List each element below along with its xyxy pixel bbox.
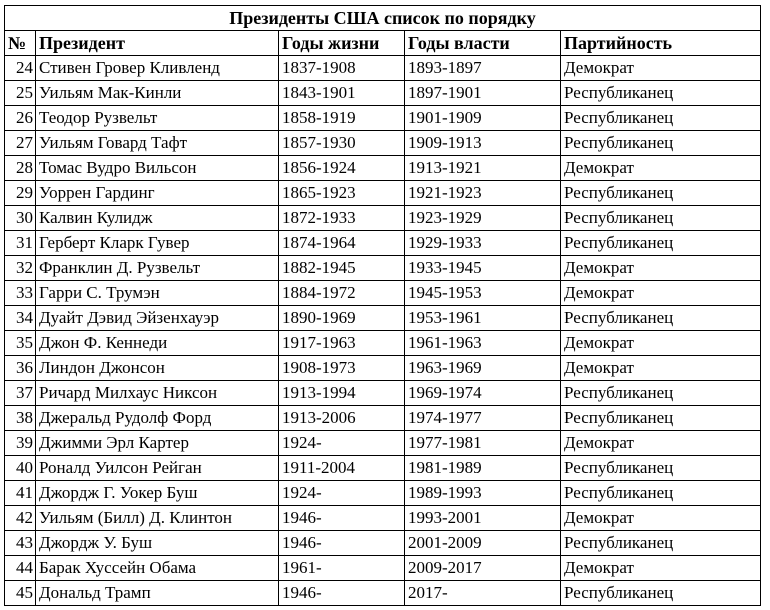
table-row: [5, 356, 761, 381]
cell-president-name[interactable]: Дональд Трамп: [36, 581, 279, 606]
table-row: [5, 181, 761, 206]
cell-life-years[interactable]: 1890-1969: [279, 306, 405, 331]
cell-president-name[interactable]: Уоррен Гардинг: [36, 181, 279, 206]
cell-party[interactable]: Демократ: [561, 556, 761, 581]
cell-life-years[interactable]: 1857-1930: [279, 131, 405, 156]
cell-rule-years[interactable]: 1923-1929: [405, 206, 561, 231]
cell-life-years[interactable]: 1837-1908: [279, 56, 405, 81]
cell-party[interactable]: Республиканец: [561, 456, 761, 481]
table-row: [5, 56, 761, 81]
table-row: [5, 306, 761, 331]
cell-party[interactable]: Демократ: [561, 356, 761, 381]
cell-party[interactable]: Республиканец: [561, 531, 761, 556]
cell-rule-years[interactable]: 2009-2017: [405, 556, 561, 581]
cell-number[interactable]: 36: [5, 356, 36, 381]
cell-life-years[interactable]: 1884-1972: [279, 281, 405, 306]
cell-life-years[interactable]: 1913-1994: [279, 381, 405, 406]
cell-number[interactable]: 25: [5, 81, 36, 106]
cell-number[interactable]: 39: [5, 431, 36, 456]
table-row: [5, 131, 761, 156]
cell-number[interactable]: 27: [5, 131, 36, 156]
cell-number[interactable]: 38: [5, 406, 36, 431]
table-row: [5, 581, 761, 606]
cell-rule-years[interactable]: 1933-1945: [405, 256, 561, 281]
cell-party[interactable]: Демократ: [561, 256, 761, 281]
cell-life-years[interactable]: 1961-: [279, 556, 405, 581]
cell-number[interactable]: 26: [5, 106, 36, 131]
cell-rule-years[interactable]: 1969-1974: [405, 381, 561, 406]
cell-president-name[interactable]: Уильям Говард Тафт: [36, 131, 279, 156]
cell-president-name[interactable]: Калвин Кулидж: [36, 206, 279, 231]
cell-life-years[interactable]: 1856-1924: [279, 156, 405, 181]
cell-life-years[interactable]: 1858-1919: [279, 106, 405, 131]
cell-rule-years[interactable]: 1945-1953: [405, 281, 561, 306]
cell-party[interactable]: Демократ: [561, 281, 761, 306]
cell-party[interactable]: Демократ: [561, 431, 761, 456]
cell-rule-years[interactable]: 1901-1909: [405, 106, 561, 131]
cell-rule-years[interactable]: 1977-1981: [405, 431, 561, 456]
cell-number[interactable]: 33: [5, 281, 36, 306]
cell-number[interactable]: 34: [5, 306, 36, 331]
cell-life-years[interactable]: 1908-1973: [279, 356, 405, 381]
cell-president-name[interactable]: Ричард Милхаус Никсон: [36, 381, 279, 406]
cell-number[interactable]: 43: [5, 531, 36, 556]
cell-party[interactable]: Демократ: [561, 156, 761, 181]
header-president[interactable]: Президент: [36, 31, 279, 56]
table-body: [5, 56, 761, 606]
table-row: [5, 506, 761, 531]
cell-life-years[interactable]: 1924-: [279, 481, 405, 506]
cell-number[interactable]: 28: [5, 156, 36, 181]
cell-rule-years[interactable]: 2001-2009: [405, 531, 561, 556]
cell-president-name[interactable]: Гарри С. Трумэн: [36, 281, 279, 306]
cell-president-name[interactable]: Джордж У. Буш: [36, 531, 279, 556]
cell-rule-years[interactable]: 1993-2001: [405, 506, 561, 531]
cell-party[interactable]: Демократ: [561, 56, 761, 81]
cell-party[interactable]: Республиканец: [561, 381, 761, 406]
cell-life-years[interactable]: 1882-1945: [279, 256, 405, 281]
cell-number[interactable]: 29: [5, 181, 36, 206]
cell-rule-years[interactable]: 1929-1933: [405, 231, 561, 256]
header-party[interactable]: Партийность: [561, 31, 761, 56]
cell-number[interactable]: 45: [5, 581, 36, 606]
header-life-years[interactable]: Годы жизни: [279, 31, 405, 56]
cell-rule-years[interactable]: 1897-1901: [405, 81, 561, 106]
cell-rule-years[interactable]: 1981-1989: [405, 456, 561, 481]
header-num[interactable]: №: [5, 31, 36, 56]
cell-president-name[interactable]: Джеральд Рудолф Форд: [36, 406, 279, 431]
cell-rule-years[interactable]: 1913-1921: [405, 156, 561, 181]
header-rule-years[interactable]: Годы власти: [405, 31, 561, 56]
table-row: [5, 381, 761, 406]
cell-party[interactable]: Демократ: [561, 331, 761, 356]
cell-life-years[interactable]: 1874-1964: [279, 231, 405, 256]
table-row: [5, 531, 761, 556]
cell-president-name[interactable]: Томас Вудро Вильсон: [36, 156, 279, 181]
cell-number[interactable]: 30: [5, 206, 36, 231]
cell-number[interactable]: 44: [5, 556, 36, 581]
cell-party[interactable]: Демократ: [561, 506, 761, 531]
cell-party[interactable]: Республиканец: [561, 181, 761, 206]
table-title[interactable]: Президенты США список по порядку: [5, 6, 761, 31]
header-row: [5, 31, 761, 56]
cell-president-name[interactable]: Джимми Эрл Картер: [36, 431, 279, 456]
table-row: [5, 406, 761, 431]
cell-life-years[interactable]: 1917-1963: [279, 331, 405, 356]
cell-life-years[interactable]: 1946-: [279, 506, 405, 531]
cell-president-name[interactable]: Джордж Г. Уокер Буш: [36, 481, 279, 506]
cell-party[interactable]: Республиканец: [561, 131, 761, 156]
cell-president-name[interactable]: Теодор Рузвельт: [36, 106, 279, 131]
cell-life-years[interactable]: 1946-: [279, 531, 405, 556]
cell-life-years[interactable]: 1865-1923: [279, 181, 405, 206]
table-row: [5, 206, 761, 231]
cell-rule-years[interactable]: 1963-1969: [405, 356, 561, 381]
cell-president-name[interactable]: Герберт Кларк Гувер: [36, 231, 279, 256]
cell-life-years[interactable]: 1924-: [279, 431, 405, 456]
cell-life-years[interactable]: 1911-2004: [279, 456, 405, 481]
cell-party[interactable]: Республиканец: [561, 231, 761, 256]
cell-president-name[interactable]: Франклин Д. Рузвельт: [36, 256, 279, 281]
presidents-table: [4, 5, 761, 606]
cell-president-name[interactable]: Барак Хуссейн Обама: [36, 556, 279, 581]
cell-life-years[interactable]: 1872-1933: [279, 206, 405, 231]
cell-president-name[interactable]: Уильям Мак-Кинли: [36, 81, 279, 106]
table-row: [5, 281, 761, 306]
cell-party[interactable]: Республиканец: [561, 581, 761, 606]
cell-life-years[interactable]: 1913-2006: [279, 406, 405, 431]
table-row: [5, 431, 761, 456]
cell-president-name[interactable]: Линдон Джонсон: [36, 356, 279, 381]
cell-president-name[interactable]: Стивен Гровер Кливленд: [36, 56, 279, 81]
cell-party[interactable]: Республиканец: [561, 306, 761, 331]
cell-party[interactable]: Республиканец: [561, 406, 761, 431]
table-row: [5, 331, 761, 356]
cell-party[interactable]: Республиканец: [561, 81, 761, 106]
cell-number[interactable]: 32: [5, 256, 36, 281]
table-row: [5, 481, 761, 506]
cell-president-name[interactable]: Джон Ф. Кеннеди: [36, 331, 279, 356]
cell-party[interactable]: Республиканец: [561, 106, 761, 131]
cell-rule-years[interactable]: 1909-1913: [405, 131, 561, 156]
cell-life-years[interactable]: 1946-: [279, 581, 405, 606]
cell-rule-years[interactable]: 2017-: [405, 581, 561, 606]
cell-life-years[interactable]: 1843-1901: [279, 81, 405, 106]
table-row: [5, 231, 761, 256]
cell-number[interactable]: 41: [5, 481, 36, 506]
cell-number[interactable]: 35: [5, 331, 36, 356]
cell-number[interactable]: 24: [5, 56, 36, 81]
cell-rule-years[interactable]: 1893-1897: [405, 56, 561, 81]
cell-number[interactable]: 31: [5, 231, 36, 256]
table-row: [5, 456, 761, 481]
cell-number[interactable]: 40: [5, 456, 36, 481]
table-row: [5, 106, 761, 131]
cell-rule-years[interactable]: 1961-1963: [405, 331, 561, 356]
cell-party[interactable]: Республиканец: [561, 481, 761, 506]
cell-rule-years[interactable]: 1974-1977: [405, 406, 561, 431]
table-row: [5, 556, 761, 581]
table-row: [5, 256, 761, 281]
cell-president-name[interactable]: Уильям (Билл) Д. Клинтон: [36, 506, 279, 531]
cell-number[interactable]: 42: [5, 506, 36, 531]
cell-president-name[interactable]: Дуайт Дэвид Эйзенхауэр: [36, 306, 279, 331]
cell-number[interactable]: 37: [5, 381, 36, 406]
cell-rule-years[interactable]: 1989-1993: [405, 481, 561, 506]
cell-rule-years[interactable]: 1953-1961: [405, 306, 561, 331]
cell-president-name[interactable]: Роналд Уилсон Рейган: [36, 456, 279, 481]
cell-rule-years[interactable]: 1921-1923: [405, 181, 561, 206]
table-row: [5, 81, 761, 106]
cell-party[interactable]: Республиканец: [561, 206, 761, 231]
table-row: [5, 156, 761, 181]
